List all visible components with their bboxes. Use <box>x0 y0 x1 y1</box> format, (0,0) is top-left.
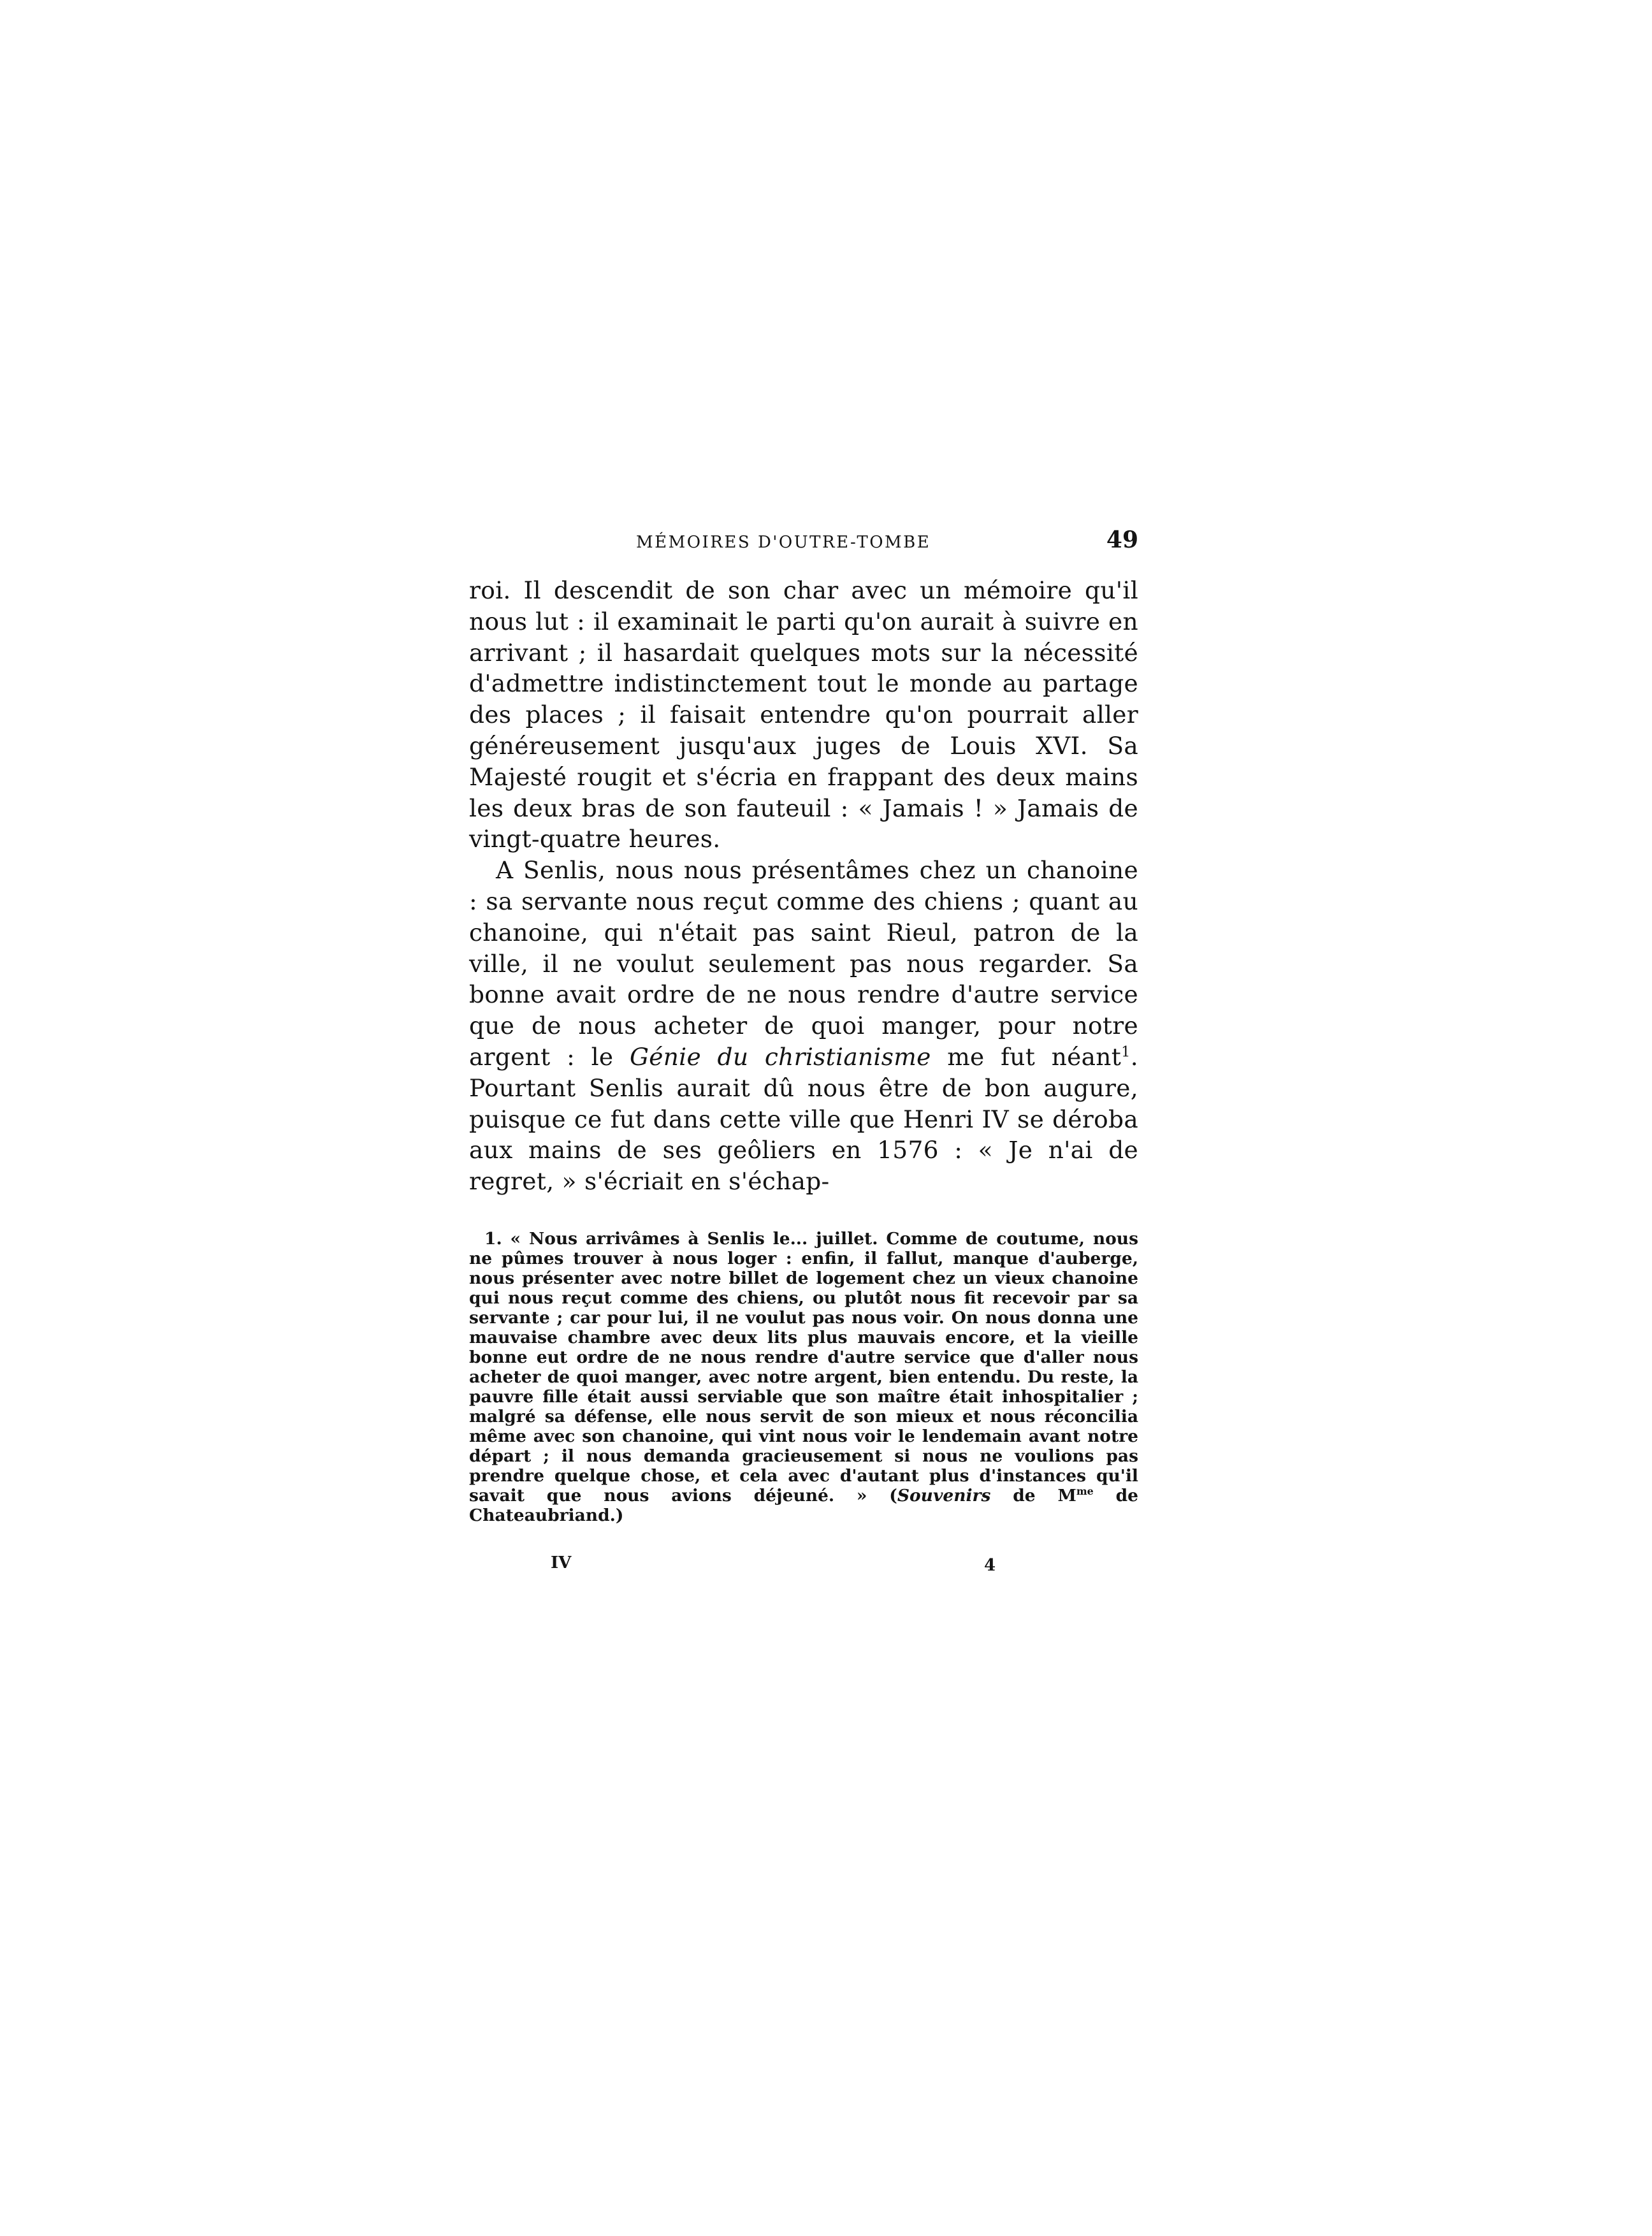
footnote-source-part-1: de M <box>1013 1485 1076 1506</box>
printer-signature: IV <box>551 1553 572 1572</box>
footnote-body: 1. « Nous arrivâmes à Senlis le... juillet. Comme de coutume, nous ne pûmes trouver à nous loger : enfin, il fallut, manque d'auberge, nous présenter avec notre billet de logement chez un vieux chanoine qui nous reçut comme des chiens, ou plutôt nous fit recevoir par sa servante ; car pour lui, il ne voulut pas nous voir. On nous donna une mauvaise chambre avec deux lits plus mauvais encore, et la vieille bonne eut ordre de ne nous rendre d'autre service que d'aller nous acheter de quoi manger, avec notre argent, bien entendu. Du reste, la pauvre fille était aussi serviable que son maître était inhospitalier ; malgré sa défense, elle nous servit de son mieux et nous réconcilia même avec son chanoine, qui vint nous voir le lendemain avant notre départ ; il nous demanda gracieusement si nous ne voulions pas prendre quelque chose, et cela avec d'autant plus d'instances qu'il savait que nous avions déjeuné. » <box>469 1228 1138 1506</box>
paragraph-2-part-a: A Senlis, nous nous présentâmes chez un chanoine : sa servante nous reçut comme des chiens ; quant au chanoine, qui n'était pas saint Rieul, patron de la ville, il ne voulut seulement pas nous regarder. Sa bonne avait ordre de ne nous rendre d'autre service que de nous acheter de quoi manger, pour notre argent : le <box>469 856 1138 1071</box>
page-number: 49 <box>1106 526 1138 553</box>
paragraph-1: roi. Il descendit de son char avec un mémoire qu'il nous lut : il examinait le parti qu'on aurait à suivre en arrivant ; il hasardait quelques mots sur la nécessité d'admettre indistinctement tout le monde au partage des places ; il faisait entendre qu'on pourrait aller généreusement jusqu'aux juges de Louis XVI. Sa Majesté rougit et s'écria en frappant des deux mains les deux bras de son fauteuil : « Jamais ! » Jamais de vingt-quatre heures. <box>469 576 1138 853</box>
running-title: MÉMOIRES D'OUTRE-TOMBE <box>636 533 931 552</box>
paragraph-2-part-c: . Pourtant Senlis aurait dû nous être de bon augure, puisque ce fut dans cette ville que Henri IV se déroba aux mains de ses geôliers en 1576 : « Je n'ai de regret, » s'écriait en s'échap- <box>469 1042 1138 1196</box>
bottom-line <box>469 1553 1138 1585</box>
footnote <box>469 1229 1138 1525</box>
footnote-source-title: Souvenirs <box>897 1485 991 1506</box>
footnote-text: 1. « Nous arrivâmes à Senlis le... juillet. Comme de coutume, nous ne pûmes trouver à nous loger : enfin, il fallut, manque d'auberge, nous présenter avec notre billet de logement chez un vieux chanoine qui nous reçut comme des chiens, ou plutôt nous fit recevoir par sa servante ; car pour lui, il ne voulut pas nous voir. On nous donna une mauvaise chambre avec deux lits plus mauvais encore, et la vieille bonne eut ordre de ne nous rendre d'autre service que d'aller nous acheter de quoi manger, avec notre argent, bien entendu. Du reste, la pauvre fille était aussi serviable que son maître était inhospitalier ; malgré sa défense, elle nous servit de son mieux et nous réconcilia même avec son chanoine, qui vint nous voir le lendemain avant notre départ ; il nous demanda gracieusement si nous ne voulions pas prendre quelque chose, et cela avec d'autant plus d'instances qu'il savait que nous avions déjeuné. » (Souvenirs de $M^{me}$ de Chateaubriand.) <box>469 1228 1138 1525</box>
sheet-number: 4 <box>984 1555 996 1575</box>
body-text <box>469 575 1138 1197</box>
book-title-genie: Génie du christianisme <box>629 1042 931 1071</box>
footnote-source-sup: me <box>1076 1485 1094 1498</box>
footnote-marker: 1 <box>1121 1043 1131 1061</box>
paragraph-2 <box>469 855 1138 1197</box>
running-head <box>469 523 1138 561</box>
page <box>469 523 1138 1585</box>
paragraph-2-part-b: me fut néant <box>947 1042 1122 1071</box>
footnote-source-part-2: de Chateaubriand.) <box>469 1485 1138 1525</box>
